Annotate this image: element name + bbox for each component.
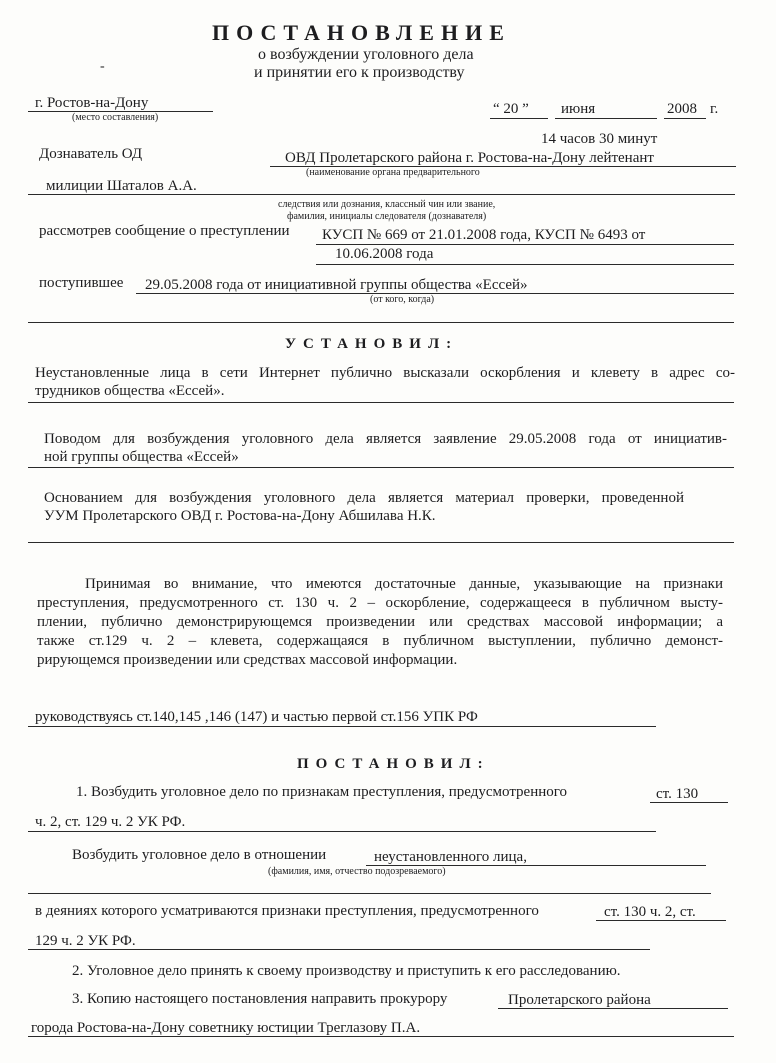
basis-line2: УУМ Пролетарского ОВД г. Ростова-на-Дону Абшилава Н.К.	[44, 508, 436, 524]
blank-line-1	[28, 322, 734, 323]
considering-line1: Принимая во внимание, что имеются достаточные данные, указывающие на признаки	[85, 576, 723, 592]
review-value-line2: 10.06.2008 года	[335, 246, 434, 262]
resolved-heading: ПОСТАНОВИЛ:	[297, 756, 490, 772]
date-year: 2008	[667, 101, 697, 117]
basis-underline	[28, 542, 734, 543]
considering-line3: плении, публично демонстрирующемся произведении или средствах массовой информации; а	[37, 614, 723, 630]
date-month-underline	[555, 118, 657, 119]
guided-text: руководствуясь ст.140,145 ,146 (147) и частью первой ст.156 УПК РФ	[35, 709, 478, 725]
item3-cont: города Ростова-на-Дону советнику юстиции Треглазову П.А.	[31, 1020, 421, 1036]
date-time: 14 часов 30 минут	[541, 131, 658, 147]
against-caption: (фамилия, имя, отчество подозреваемого)	[268, 866, 446, 877]
item1-underline	[28, 831, 656, 832]
item2-text: 2. Уголовное дело принять к своему производству и приступить к его расследованию.	[72, 963, 621, 979]
item3-underline	[28, 1036, 734, 1037]
investigator-caption3: фамилия, инициалы следователя (дознавателя)	[287, 211, 487, 222]
document-title: ПОСТАНОВЛЕНИЕ	[212, 20, 511, 45]
reason-text	[44, 430, 727, 466]
received-underline	[136, 293, 734, 294]
guided-underline	[28, 726, 656, 727]
document-subtitle-line1: о возбуждении уголовного дела	[258, 46, 474, 63]
review-label: рассмотрев сообщение о преступлении	[39, 223, 290, 239]
established-heading: УСТАНОВИЛ:	[285, 336, 459, 352]
considering-line2: преступления, предусмотренного ст. 130 ч. 2 – оскорбление, содержащееся в публичном высту-	[37, 595, 723, 611]
investigator-label: Дознаватель ОД	[39, 146, 143, 162]
date-day: “ 20 ”	[493, 101, 529, 117]
considering-line4: также ст.129 ч. 2 – клевета, содержащаяся в публичном выступлении, публично демонст-	[37, 633, 723, 649]
acts-value: ст. 130 ч. 2, ст.	[604, 904, 696, 920]
investigator-organ-caption: (наименование органа предварительного	[306, 167, 480, 178]
investigator-name: милиции Шаталов А.А.	[46, 178, 197, 194]
established-underline	[28, 402, 734, 403]
item3-value: Пролетарского района	[508, 992, 651, 1008]
basis-line1: Основанием для возбуждения уголовного дела является материал проверки, проведенной	[44, 490, 684, 506]
place-value: г. Ростов-на-Дону	[35, 95, 149, 111]
place-caption: (место составления)	[72, 112, 159, 123]
acts-cont: 129 ч. 2 УК РФ.	[35, 933, 136, 949]
item1-value: ст. 130	[656, 786, 699, 802]
date-day-underline	[490, 118, 548, 119]
basis-text	[44, 489, 684, 525]
date-year-suffix: г.	[710, 101, 719, 117]
investigator-caption2: следствия или дознания, классный чин или звание,	[278, 199, 496, 210]
received-label: поступившее	[39, 275, 124, 291]
received-value: 29.05.2008 года от инициативной группы общества «Ессей»	[145, 277, 528, 293]
item1-cont: ч. 2, ст. 129 ч. 2 УК РФ.	[35, 814, 186, 830]
acts-label: в деяниях которого усматриваются признаки преступления, предусмотренного	[35, 903, 539, 919]
date-month: июня	[561, 101, 596, 117]
item1-value-underline	[650, 802, 728, 803]
blank-line-2	[28, 893, 711, 894]
item1-text: 1. Возбудить уголовное дело по признакам преступления, предусмотренного	[76, 784, 568, 800]
investigator-organ: ОВД Пролетарского района г. Ростова-на-Дону лейтенант	[285, 150, 654, 166]
reason-line1: Поводом для возбуждения уголовного дела является заявление 29.05.2008 года от инициатив-	[44, 431, 727, 447]
established-line2: трудников общества «Ессей».	[35, 383, 225, 399]
review-value-line1: КУСП № 669 от 21.01.2008 года, КУСП № 6493 от	[322, 227, 646, 243]
date-year-underline	[664, 118, 706, 119]
against-label: Возбудить уголовное дело в отношении	[72, 847, 327, 863]
review-underline-2	[316, 264, 734, 265]
acts-underline	[28, 949, 650, 950]
against-value: неустановленного лица,	[374, 849, 527, 865]
investigator-name-underline	[28, 194, 735, 195]
established-text	[35, 364, 735, 400]
document-subtitle-line2: и принятии его к производству	[254, 64, 465, 81]
item3-text: 3. Копию настоящего постановления направить прокурору	[72, 991, 448, 1007]
reason-line2: ной группы общества «Ессей»	[44, 449, 239, 465]
established-line1: Неустановленные лица в сети Интернет публично высказали оскорбления и клевету в адрес со-	[35, 365, 735, 381]
considering-line5: рирующемся произведении или средствах массовой информации.	[37, 652, 458, 668]
item3-value-underline	[498, 1008, 728, 1009]
acts-value-underline	[596, 920, 726, 921]
considering-text	[37, 575, 723, 670]
reason-underline	[28, 467, 734, 468]
received-caption: (от кого, когда)	[370, 294, 435, 305]
stray-mark: -	[100, 59, 105, 74]
